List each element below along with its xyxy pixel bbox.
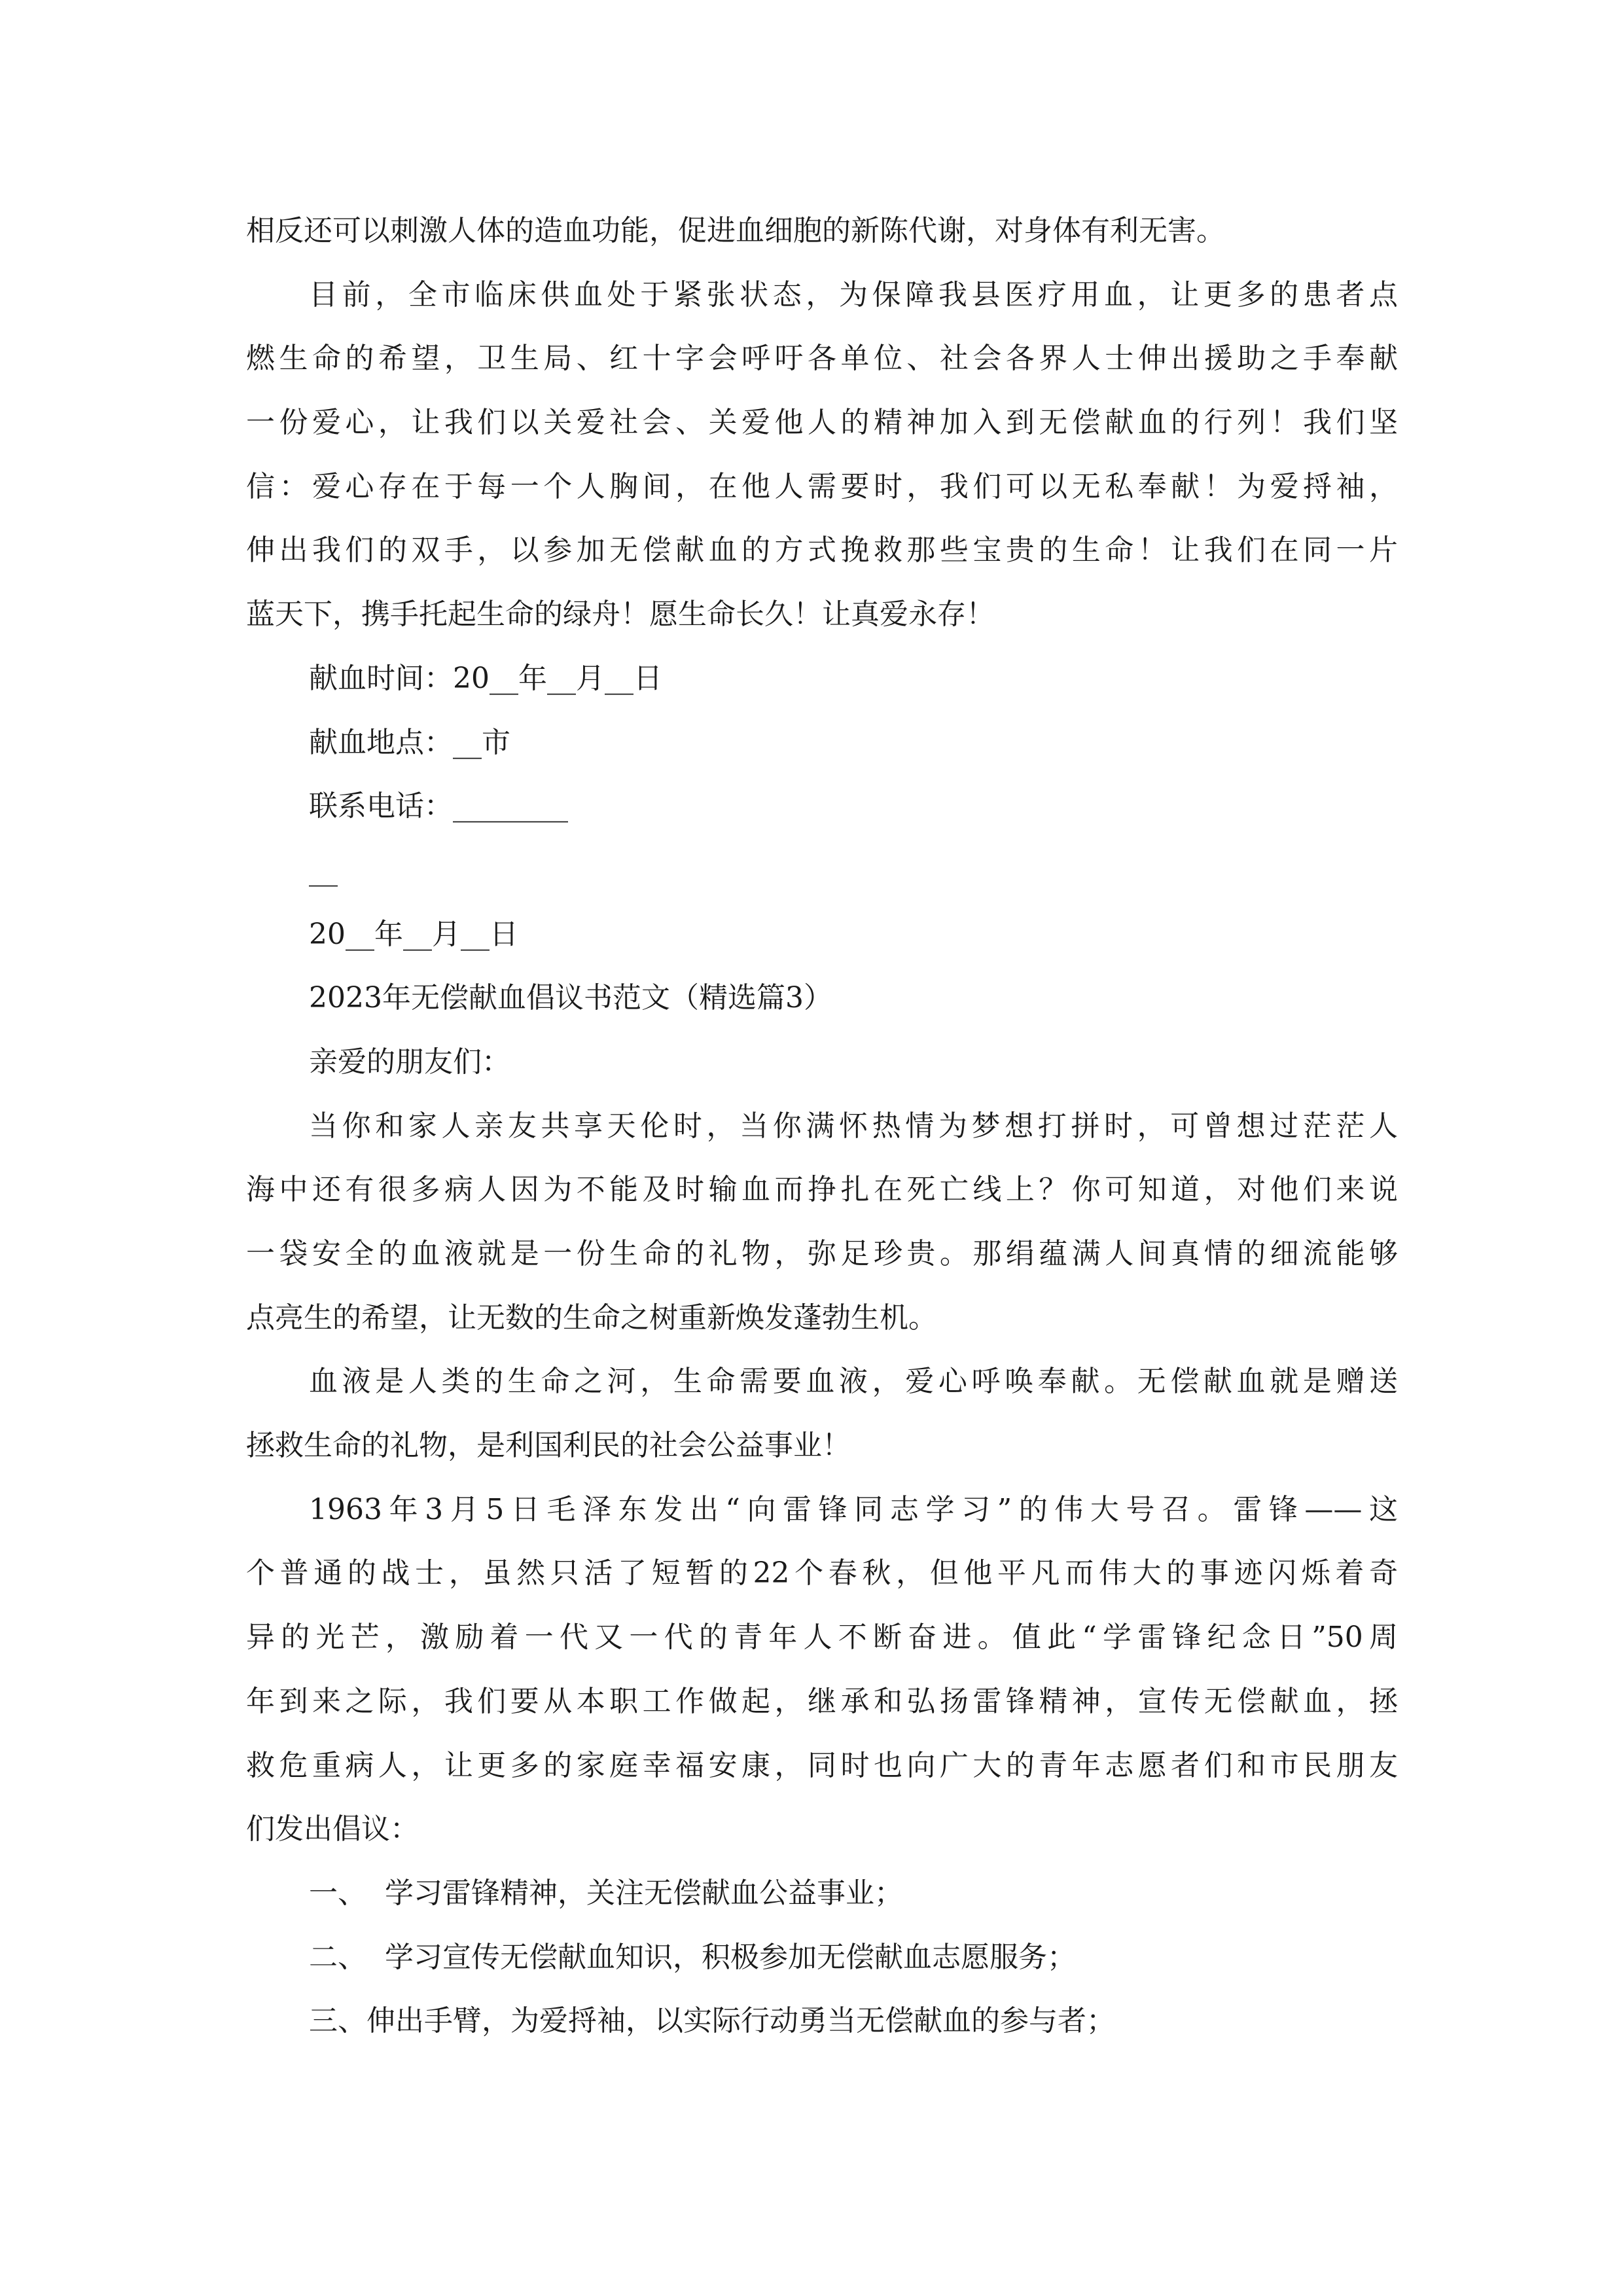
paragraph-line: 血液是人类的生命之河，生命需要血液，爱心呼唤奉献。无偿献血就是赠送 [309,1365,1398,1399]
paragraph-line: 异的光芒，激励着一代又一代的青年人不断奋进。值此“学雷锋纪念日”50周 [246,1621,1398,1655]
paragraph-line: 点亮生的希望，让无数的生命之树重新焕发蓬勃生机。 [246,1300,937,1335]
donation-time-line: 献血时间：20__年__月__日 [309,661,662,695]
paragraph-line: 海中还有很多病人因为不能及时输血而挣扎在死亡线上？你可知道，对他们来说 [246,1173,1398,1207]
paragraph-line: 当你和家人亲友共享天伦时，当你满怀热情为梦想打拼时，可曾想过茫茫人 [309,1109,1398,1143]
document-body [246,199,1398,2053]
paragraph-line: 年到来之际，我们要从本职工作做起，继承和弘扬雷锋精神，宣传无偿献血，拯 [246,1684,1398,1718]
paragraph-line: 蓝天下，携手托起生命的绿舟！愿生命长久！让真爱永存！ [246,598,995,632]
paragraph-line: 们发出倡议： [246,1812,419,1846]
paragraph-line: 拯救生命的礼物，是利国利民的社会公益事业！ [246,1429,851,1463]
signature-blank: __ [309,853,338,887]
contact-phone-line: 联系电话：________ [309,789,568,823]
proposal-item: 一、 学习雷锋精神，关注无偿献血公益事业； [309,1876,903,1910]
section-heading: 2023年无偿献血倡议书范文（精选篇3） [309,981,832,1015]
paragraph-line: 伸出我们的双手，以参加无偿献血的方式挽救那些宝贵的生命！让我们在同一片 [246,533,1398,567]
date-line: 20__年__月__日 [309,917,518,951]
proposal-item: 二、 学习宣传无偿献血知识，积极参加无偿献血志愿服务； [309,1940,1076,1974]
donation-place-line: 献血地点：__市 [309,725,510,759]
paragraph-line: 一袋安全的血液就是一份生命的礼物，弥足珍贵。那绢蕴满人间真情的细流能够 [246,1237,1398,1270]
paragraph-line: 救危重病人，让更多的家庭幸福安康，同时也向广大的青年志愿者们和市民朋友 [246,1748,1398,1782]
paragraph-line: 燃生命的希望，卫生局、红十字会呼吁各单位、社会各界人士伸出援助之手奉献 [246,342,1398,376]
paragraph-line: 1963年3月5日毛泽东发出“向雷锋同志学习”的伟大号召。雷锋——这 [309,1492,1398,1526]
paragraph-line: 个普通的战士，虽然只活了短暂的22个春秋，但他平凡而伟大的事迹闪烁着奇 [246,1556,1398,1590]
paragraph-line: 相反还可以刺激人体的造血功能，促进血细胞的新陈代谢，对身体有利无害。 [246,214,1225,247]
paragraph-line: 信：爱心存在于每一个人胸间，在他人需要时，我们可以无私奉献！为爱捋袖， [246,469,1398,503]
proposal-item: 三、伸出手臂，为爱捋袖，以实际行动勇当无偿献血的参与者； [309,2004,1115,2038]
salutation: 亲爱的朋友们： [309,1045,510,1079]
paragraph-line: 一份爱心，让我们以关爱社会、关爱他人的精神加入到无偿献血的行列！我们坚 [246,406,1398,440]
paragraph-line: 目前，全市临床供血处于紧张状态，为保障我县医疗用血，让更多的患者点 [309,278,1398,312]
